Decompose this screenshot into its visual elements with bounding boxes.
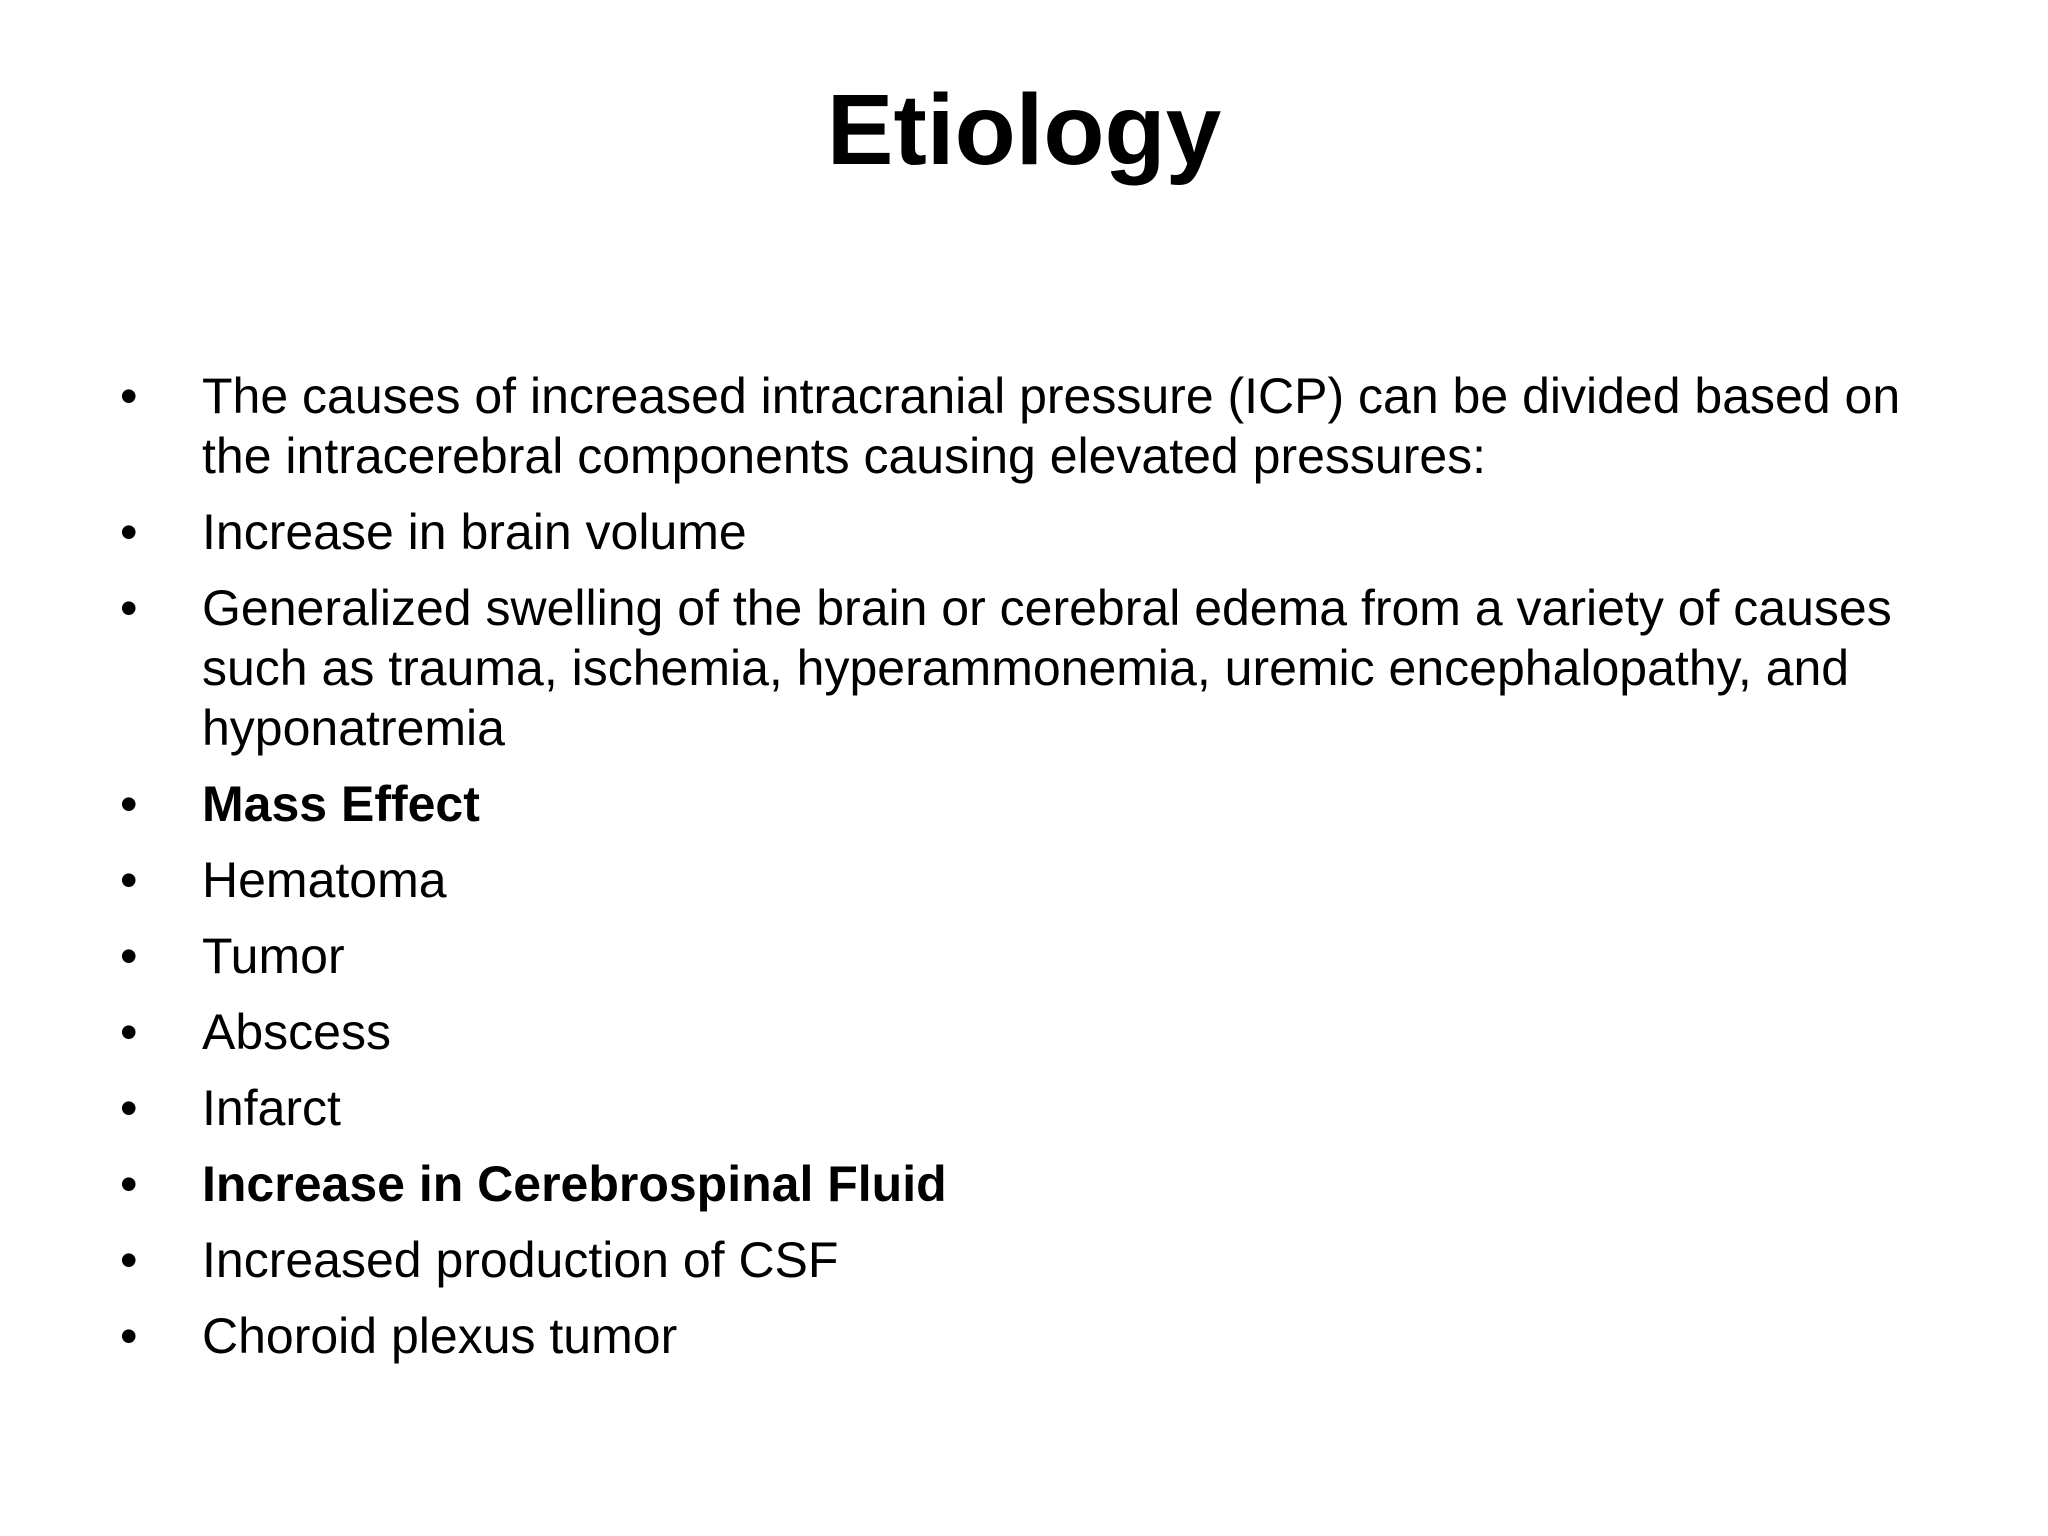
bullet-icon: • <box>120 1308 138 1364</box>
bullet-icon: • <box>120 1080 138 1136</box>
bullet-text: Generalized swelling of the brain or cerebral edema from a variety of causes such as trauma, ischemia, hyperammonemia, uremic encephalopathy, and hyponatremia <box>202 580 1892 756</box>
bullet-text: Infarct <box>202 1080 341 1136</box>
bullet-text: Hematoma <box>202 852 447 908</box>
bullet-item <box>120 1002 1960 1062</box>
bullet-item <box>120 926 1960 986</box>
bullet-icon: • <box>120 368 138 424</box>
slide-title: Etiology <box>826 74 1222 186</box>
bullet-item <box>120 1230 1960 1290</box>
bullet-icon: • <box>120 852 138 908</box>
bullet-item-heading <box>120 1154 1960 1214</box>
bullet-icon: • <box>120 1004 138 1060</box>
bullet-item <box>120 850 1960 910</box>
bullet-icon: • <box>120 1232 138 1288</box>
bullet-text: Increase in Cerebrospinal Fluid <box>202 1156 947 1212</box>
bullet-item <box>120 366 1960 486</box>
bullet-text: Mass Effect <box>202 776 480 832</box>
bullet-text: Tumor <box>202 928 345 984</box>
bullet-icon: • <box>120 776 138 832</box>
bullet-item <box>120 578 1960 758</box>
bullet-list <box>120 366 1960 1382</box>
bullet-text: Abscess <box>202 1004 391 1060</box>
bullet-text: Increase in brain volume <box>202 504 747 560</box>
bullet-icon: • <box>120 1156 138 1212</box>
bullet-item <box>120 1306 1960 1366</box>
bullet-text: Increased production of CSF <box>202 1232 839 1288</box>
bullet-icon: • <box>120 928 138 984</box>
bullet-text: The causes of increased intracranial pressure (ICP) can be divided based on the intracerebral components causing elevated pressures: <box>202 368 1901 484</box>
bullet-item-heading <box>120 774 1960 834</box>
bullet-text: Choroid plexus tumor <box>202 1308 678 1364</box>
bullet-item <box>120 1078 1960 1138</box>
bullet-item <box>120 502 1960 562</box>
bullet-icon: • <box>120 504 138 560</box>
bullet-icon: • <box>120 580 138 636</box>
